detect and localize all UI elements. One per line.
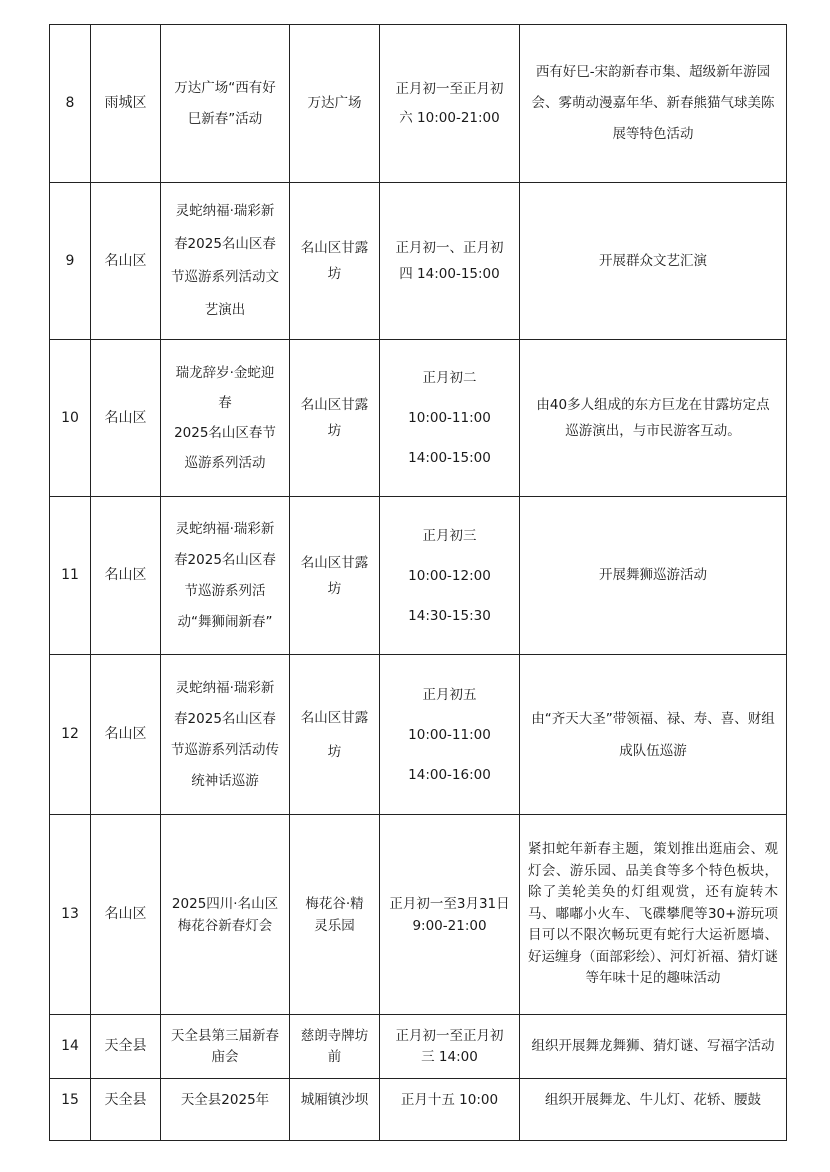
description-cell: 由“齐天大圣”带领福、禄、寿、喜、财组成队伍巡游 xyxy=(520,655,787,815)
events-table xyxy=(49,24,787,1141)
venue-cell: 城厢镇沙坝 xyxy=(290,1079,380,1141)
district-cell: 名山区 xyxy=(91,183,161,340)
row-number: 9 xyxy=(50,183,91,340)
description-cell: 组织开展舞龙、牛儿灯、花轿、腰鼓 xyxy=(520,1079,787,1141)
activity-name-cell: 灵蛇纳福·瑞彩新春2025名山区春节巡游系列活动传统神话巡游 xyxy=(161,655,290,815)
district-cell: 名山区 xyxy=(91,815,161,1015)
table-row xyxy=(50,1015,787,1079)
time-line: 正月初一、正月初四 14:00-15:00 xyxy=(395,240,504,282)
table-row xyxy=(50,1079,787,1141)
venue-cell: 梅花谷·精灵乐园 xyxy=(290,815,380,1015)
venue-cell: 万达广场 xyxy=(290,25,380,183)
description-cell: 组织开展舞龙舞狮、猜灯谜、写福字活动 xyxy=(520,1015,787,1079)
time-cell xyxy=(380,340,520,497)
time-cell xyxy=(380,25,520,183)
description-cell: 西有好巳-宋韵新春市集、超级新年游园会、雾萌动漫嘉年华、新春熊猫气球美陈展等特色活动 xyxy=(520,25,787,183)
time-line: 正月初五 xyxy=(422,686,477,703)
time-line: 正月初三 xyxy=(422,527,477,544)
activity-name-cell xyxy=(161,340,290,497)
activity-name-cell: 天全县2025年 xyxy=(161,1079,290,1141)
table-row xyxy=(50,655,787,815)
district-cell: 名山区 xyxy=(91,655,161,815)
venue-cell: 名山区甘露坊 xyxy=(290,655,380,815)
district-cell: 天全县 xyxy=(91,1079,161,1141)
table-row xyxy=(50,183,787,340)
activity-name-cell: 2025四川·名山区梅花谷新春灯会 xyxy=(161,815,290,1015)
activity-name-cell: 天全县第三届新春庙会 xyxy=(161,1015,290,1079)
time-line: 14:00-16:00 xyxy=(408,766,491,783)
row-number: 10 xyxy=(50,340,91,497)
time-cell xyxy=(380,815,520,1015)
venue-cell: 名山区甘露坊 xyxy=(290,340,380,497)
venue-cell: 慈朗寺牌坊前 xyxy=(290,1015,380,1079)
table-row xyxy=(50,497,787,655)
venue-cell: 名山区甘露坊 xyxy=(290,183,380,340)
time-line: 正月初一至正月初六 10:00-21:00 xyxy=(395,80,504,126)
activity-name-cell: 灵蛇纳福·瑞彩新春2025名山区春节巡游系列活动“舞狮闹新春” xyxy=(161,497,290,655)
row-number: 12 xyxy=(50,655,91,815)
time-cell xyxy=(380,655,520,815)
time-line: 正月十五 10:00 xyxy=(400,1092,499,1108)
row-number: 11 xyxy=(50,497,91,655)
time-line: 10:00-11:00 xyxy=(408,726,491,743)
time-line: 14:30-15:30 xyxy=(408,607,491,624)
row-number: 13 xyxy=(50,815,91,1015)
time-line: 10:00-11:00 xyxy=(408,410,491,426)
row-number: 15 xyxy=(50,1079,91,1141)
row-number: 14 xyxy=(50,1015,91,1079)
table-row xyxy=(50,815,787,1015)
time-cell xyxy=(380,1015,520,1079)
time-line: 14:00-15:00 xyxy=(408,450,491,466)
district-cell: 天全县 xyxy=(91,1015,161,1079)
venue-cell: 名山区甘露坊 xyxy=(290,497,380,655)
time-cell xyxy=(380,183,520,340)
time-cell xyxy=(380,497,520,655)
row-number: 8 xyxy=(50,25,91,183)
time-line: 正月初二 xyxy=(422,370,477,386)
activity-name-line: 瑞龙辞岁·金蛇迎春 xyxy=(175,365,275,411)
district-cell: 雨城区 xyxy=(91,25,161,183)
description-cell: 紧扣蛇年新春主题，策划推出逛庙会、观灯会、游乐园、品美食等多个特色板块，除了美轮美奂的灯组观赏，还有旋转木马、嘟嘟小火车、飞碟攀爬等30+游玩项目可以不限次畅玩更有蛇行大运祈愿墙、好运缠身（面部彩绘）、河灯祈福、猜灯谜等年味十足的趣味活动 xyxy=(520,815,787,1015)
description-cell: 开展群众文艺汇演 xyxy=(520,183,787,340)
district-cell: 名山区 xyxy=(91,497,161,655)
table-row xyxy=(50,25,787,183)
time-cell xyxy=(380,1079,520,1141)
time-line: 正月初一至3月31日 9:00-21:00 xyxy=(389,895,510,934)
activity-name-cell: 灵蛇纳福·瑞彩新春2025名山区春节巡游系列活动文艺演出 xyxy=(161,183,290,340)
description-cell: 由40多人组成的东方巨龙在甘露坊定点巡游演出，与市民游客互动。 xyxy=(520,340,787,497)
activity-name-cell: 万达广场“西有好巳新春”活动 xyxy=(161,25,290,183)
time-line: 10:00-12:00 xyxy=(408,567,491,584)
table-row xyxy=(50,340,787,497)
time-line: 正月初一至正月初三 14:00 xyxy=(395,1027,504,1065)
description-cell: 开展舞狮巡游活动 xyxy=(520,497,787,655)
district-cell: 名山区 xyxy=(91,340,161,497)
activity-name-line: 2025名山区春节巡游系列活动 xyxy=(174,425,276,471)
